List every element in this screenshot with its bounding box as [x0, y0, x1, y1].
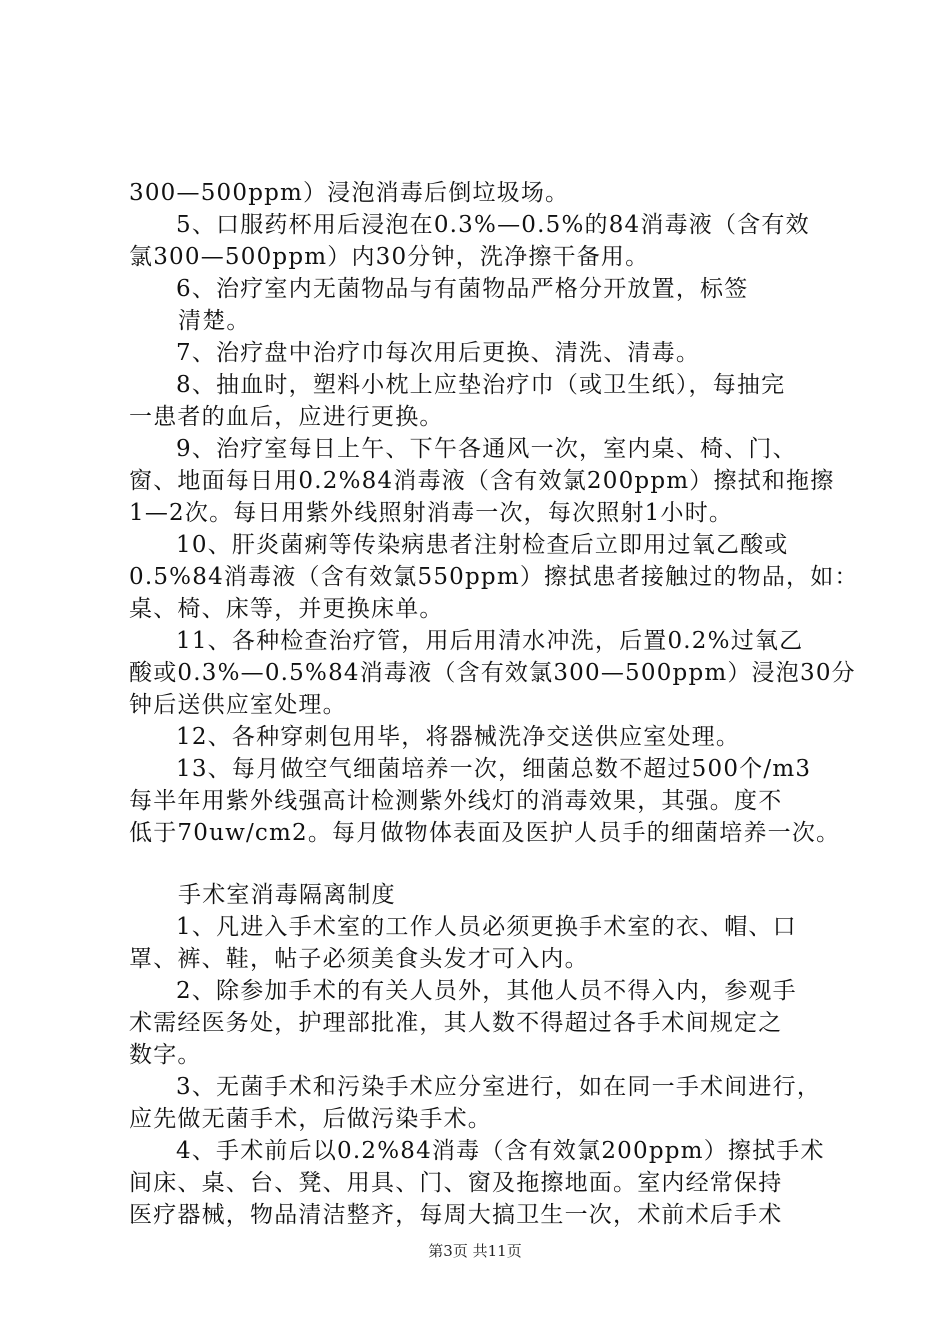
text-line: 清楚。: [178, 308, 251, 334]
text-line: 术需经医务处，护理部批准，其人数不得超过各手术间规定之: [129, 1010, 783, 1036]
text-line: 9、治疗室每日上午、下午各通风一次，室内桌、椅、门、: [176, 436, 797, 462]
text-line: 13、每月做空气细菌培养一次，细菌总数不超过500个/m3: [176, 756, 812, 782]
text-line: 每半年用紫外线强高计检测紫外线灯的消毒效果，其强。度不: [129, 788, 783, 814]
text-line: 11、各种检查治疗管，用后用清水冲洗，后置0.2%过氧乙: [176, 628, 804, 654]
text-line: 窗、地面每日用0.2%84消毒液（含有效氯200ppm）擦拭和拖擦: [129, 468, 835, 494]
text-line: 低于70uw/cm2。每月做物体表面及医护人员手的细菌培养一次。: [129, 820, 841, 846]
text-line: 1—2次。每日用紫外线照射消毒一次，每次照射1小时。: [129, 500, 734, 526]
text-line: 钟后送供应室处理。: [129, 692, 347, 718]
text-line: 3、无菌手术和污染手术应分室进行，如在同一手术间进行，: [176, 1074, 822, 1100]
text-line: 0.5%84消毒液（含有效氯550ppm）擦拭患者接触过的物品，如：: [129, 564, 859, 590]
text-line: 8、抽血时，塑料小枕上应垫治疗巾（或卫生纸），每抽完: [176, 372, 786, 398]
text-line: 12、各种穿刺包用毕，将器械洗净交送供应室处理。: [176, 724, 741, 750]
text-line: 罩、裤、鞋，帖子必须美食头发才可入内。: [129, 946, 589, 972]
text-line: 4、手术前后以0.2%84消毒（含有效氯200ppm）擦拭手术: [176, 1138, 825, 1164]
text-line: 1、凡进入手术室的工作人员必须更换手术室的衣、帽、口: [176, 914, 797, 940]
section-heading: 手术室消毒隔离制度: [178, 882, 396, 908]
text-line: 氯300—500ppm）内30分钟，洗净擦干备用。: [129, 244, 650, 270]
text-line: 应先做无菌手术，后做污染手术。: [129, 1106, 492, 1132]
text-line: 5、口服药杯用后浸泡在0.3%—0.5%的84消毒液（含有效: [176, 212, 810, 238]
text-line: 一患者的血后，应进行更换。: [129, 404, 444, 430]
text-line: 医疗器械，物品清洁整齐，每周大搞卫生一次，术前术后手术: [129, 1202, 783, 1228]
page-footer: 第3页 共11页: [428, 1242, 522, 1260]
text-line: 间床、桌、台、凳、用具、门、窗及拖擦地面。室内经常保持: [129, 1170, 783, 1196]
text-line: 2、除参加手术的有关人员外，其他人员不得入内，参观手: [176, 978, 797, 1004]
text-line: 数字。: [129, 1042, 202, 1068]
text-line: 10、肝炎菌痢等传染病患者注射检查后立即用过氧乙酸或: [176, 532, 789, 558]
text-line: 6、治疗室内无菌物品与有菌物品严格分开放置，标签: [176, 276, 749, 302]
text-line: 酸或0.3%—0.5%84消毒液（含有效氯300—500ppm）浸泡30分: [129, 660, 856, 686]
text-line: 7、治疗盘中治疗巾每次用后更换、清洗、清毒。: [176, 340, 701, 366]
text-line: 桌、椅、床等，并更换床单。: [129, 596, 444, 622]
text-line: 300—500ppm）浸泡消毒后倒垃圾场。: [129, 180, 570, 206]
